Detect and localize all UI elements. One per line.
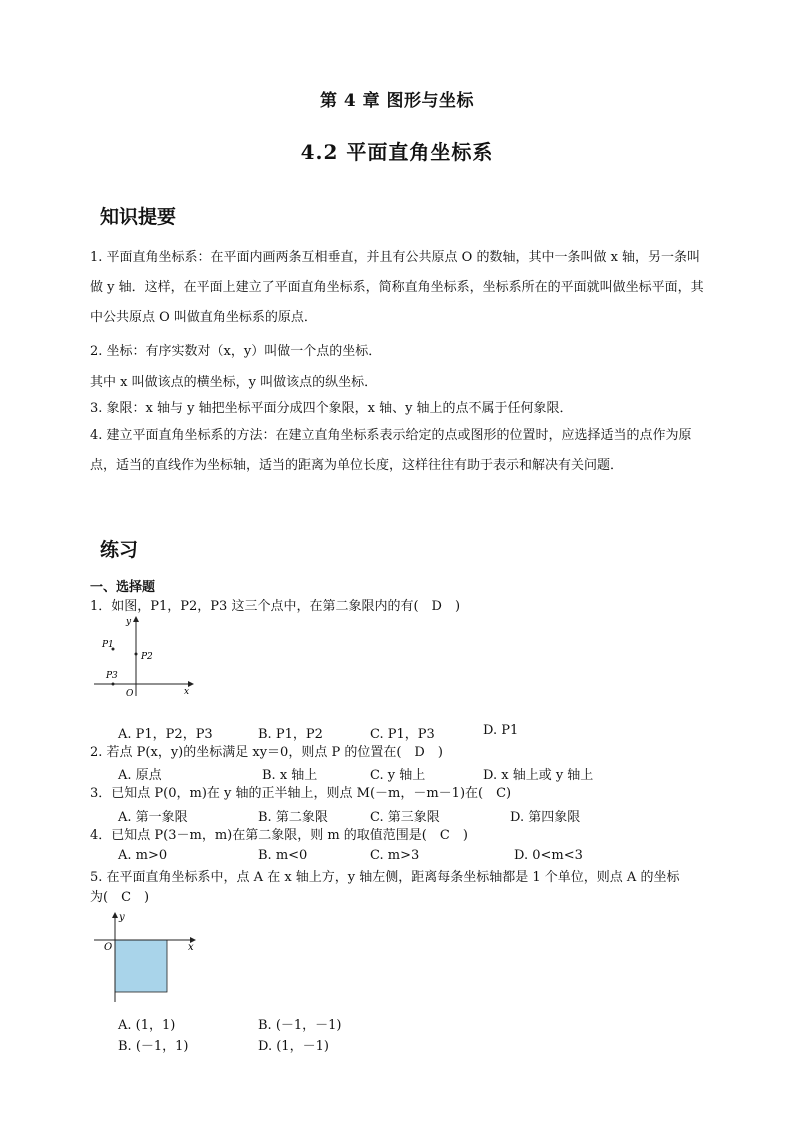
point-p3	[112, 683, 115, 686]
origin-label: O	[104, 942, 113, 953]
shaded-square	[115, 940, 167, 992]
question-4-stem: 4．已知点 P(3－m，m)在第二象限，则 m 的取值范围是( C )	[90, 828, 468, 843]
knowledge-heading: 知识提要	[100, 206, 177, 228]
question-3-option-c: C. 第三象限	[370, 810, 440, 825]
y-label: y	[126, 617, 132, 627]
knowledge-item-4: 4. 建立平面直角坐标系的方法：在建立直角坐标系表示给定的点或图形的位置时，应选择适当的点作为原点，适当的直线作为坐标轴，适当的距离为单位长度，这样往往有助于表示和解决有关问题．	[90, 428, 692, 473]
question-5-stem-line-2: 为( C )	[90, 890, 150, 905]
question-3-option-d: D. 第四象限	[510, 810, 581, 825]
question-1-option-c: C. P1，P3	[370, 727, 435, 742]
knowledge-item-2b: 其中 x 叫做该点的横坐标，y 叫做该点的纵坐标．	[90, 375, 378, 390]
question-5-option-1: A. (1，1)	[118, 1018, 176, 1033]
knowledge-item-1: 1. 平面直角坐标系：在平面内画两条互相垂直，并且有公共原点 O 的数轴，其中一条叫做 x 轴，另一条叫做 y 轴．这样，在平面上建立了平面直角坐标系，简称直角坐标系，坐标系所在的平面就叫做坐标平面，其中公共原点 O 叫做直角坐标系的原点．	[90, 250, 704, 325]
question-1-stem: 1．如图，P1，P2，P3 这三个点中，在第二象限内的有( D )	[90, 599, 461, 614]
question-1-option-d: D. P1	[483, 723, 519, 738]
question-5-option-4: D. (1，－1)	[258, 1039, 329, 1054]
origin-label: O	[126, 689, 134, 698]
question-4-option-b: B. m<0	[258, 848, 308, 863]
y-label: y	[119, 912, 125, 923]
question-1-option-b: B. P1，P2	[258, 727, 323, 742]
knowledge-item-3: 3. 象限：x 轴与 y 轴把坐标平面分成四个象限，x 轴、y 轴上的点不属于任何象限．	[90, 401, 573, 416]
question-2-stem: 2. 若点 P(x，y)的坐标满足 xy＝0，则点 P 的位置在( D )	[90, 745, 443, 760]
point-p2	[135, 653, 138, 656]
question-2-option-a: A. 原点	[118, 768, 162, 783]
question-3-option-b: B. 第二象限	[258, 810, 328, 825]
question-1-option-a: A. P1，P2，P3	[118, 727, 213, 742]
p1-label: P1	[102, 640, 114, 650]
question-3-stem: 3．已知点 P(0，m)在 y 轴的正半轴上，则点 M(－m，－m－1)在( C)	[90, 786, 512, 801]
chapter-title: 第 4 章 图形与坐标	[319, 91, 475, 111]
knowledge-item-2a: 2. 坐标：有序实数对（x，y）叫做一个点的坐标．	[90, 344, 382, 359]
x-label: x	[188, 942, 194, 953]
question-5-option-3: B. (－1，1)	[118, 1039, 189, 1054]
x-label: x	[184, 687, 190, 697]
y-axis-arrow	[112, 912, 118, 918]
question-4-option-c: C. m>3	[370, 848, 420, 863]
choice-section-title: 一、选择题	[90, 580, 156, 595]
question-5-figure	[90, 906, 202, 1008]
y-axis-arrow	[133, 616, 139, 622]
section-title: 4.2 平面直角坐标系	[300, 140, 494, 164]
question-5-stem-line-1: 5. 在平面直角坐标系中，点 A 在 x 轴上方，y 轴左侧，距离每条坐标轴都是 1 个单位，则点 A 的坐标	[90, 870, 680, 885]
question-2-option-d: D. x 轴上或 y 轴上	[483, 768, 594, 783]
p3-label: P3	[106, 671, 118, 681]
question-1-figure	[88, 612, 198, 698]
question-3-option-a: A. 第一象限	[118, 810, 188, 825]
question-2-option-b: B. x 轴上	[262, 768, 318, 783]
practice-heading: 练习	[100, 539, 139, 561]
question-2-option-c: C. y 轴上	[370, 768, 426, 783]
question-4-option-d: D. 0<m<3	[514, 848, 583, 863]
question-5-option-2: B. (－1，－1)	[258, 1018, 342, 1033]
question-4-option-a: A. m>0	[118, 848, 168, 863]
p2-label: P2	[141, 652, 153, 662]
